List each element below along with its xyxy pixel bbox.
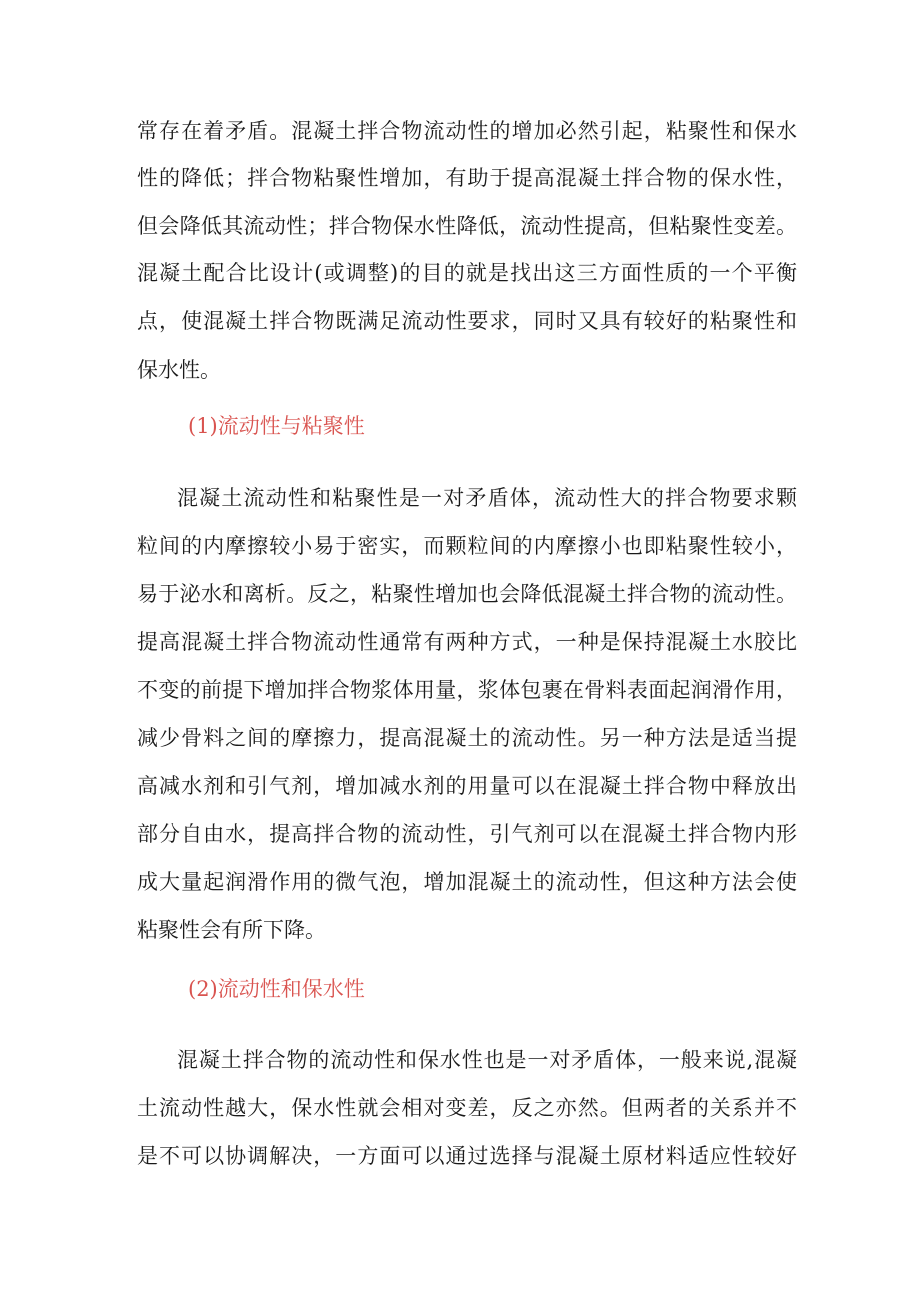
paragraph-1-line: 混凝土配合比设计(或调整)的目的就是找出这三方面性质的一个平衡: [137, 261, 797, 285]
section-heading-2: (2)流动性和保水性: [188, 977, 365, 1001]
paragraph-2-line: 高减水剂和引气剂，增加减水剂的用量可以在混凝土拌合物中释放出: [137, 774, 797, 798]
paragraph-2-line: 成大量起润滑作用的微气泡，增加混凝土的流动性，但这种方法会使: [137, 870, 797, 894]
paragraph-3-line: 混凝土拌合物的流动性和保水性也是一对矛盾体，一般来说,混凝: [177, 1048, 797, 1072]
paragraph-1-line: 保水性。: [137, 358, 221, 382]
paragraph-1-line: 常存在着矛盾。混凝土拌合物流动性的增加必然引起，粘聚性和保水: [137, 119, 797, 143]
paragraph-2-line: 易于泌水和离析。反之，粘聚性增加也会降低混凝土拌合物的流动性。: [137, 582, 797, 606]
paragraph-2-line: 部分自由水，提高拌合物的流动性，引气剂可以在混凝土拌合物内形: [137, 822, 797, 846]
paragraph-1-line: 但会降低其流动性；拌合物保水性降低，流动性提高，但粘聚性变差。: [137, 214, 797, 238]
paragraph-2-line: 粘聚性会有所下降。: [137, 918, 326, 942]
paragraph-3-line: 是不可以协调解决，一方面可以通过选择与混凝土原材料适应性较好: [137, 1144, 797, 1168]
paragraph-2-line: 提高混凝土拌合物流动性通常有两种方式，一种是保持混凝土水胶比: [137, 630, 797, 654]
paragraph-2-line: 不变的前提下增加拌合物浆体用量，浆体包裹在骨料表面起润滑作用，: [137, 678, 797, 702]
section-heading-1: (1)流动性与粘聚性: [188, 414, 365, 438]
paragraph-2-line: 混凝土流动性和粘聚性是一对矛盾体，流动性大的拌合物要求颗: [177, 486, 797, 510]
paragraph-2-line: 减少骨料之间的摩擦力，提高混凝土的流动性。另一种方法是适当提: [137, 726, 797, 750]
paragraph-2-line: 粒间的内摩擦较小易于密实，而颗粒间的内摩擦小也即粘聚性较小，: [137, 534, 797, 558]
paragraph-3-line: 土流动性越大，保水性就会相对变差，反之亦然。但两者的关系并不: [137, 1096, 797, 1120]
paragraph-1-line: 点，使混凝土拌合物既满足流动性要求，同时又具有较好的粘聚性和: [137, 309, 797, 333]
paragraph-1-line: 性的降低；拌合物粘聚性增加，有助于提高混凝土拌合物的保水性，: [137, 166, 797, 190]
